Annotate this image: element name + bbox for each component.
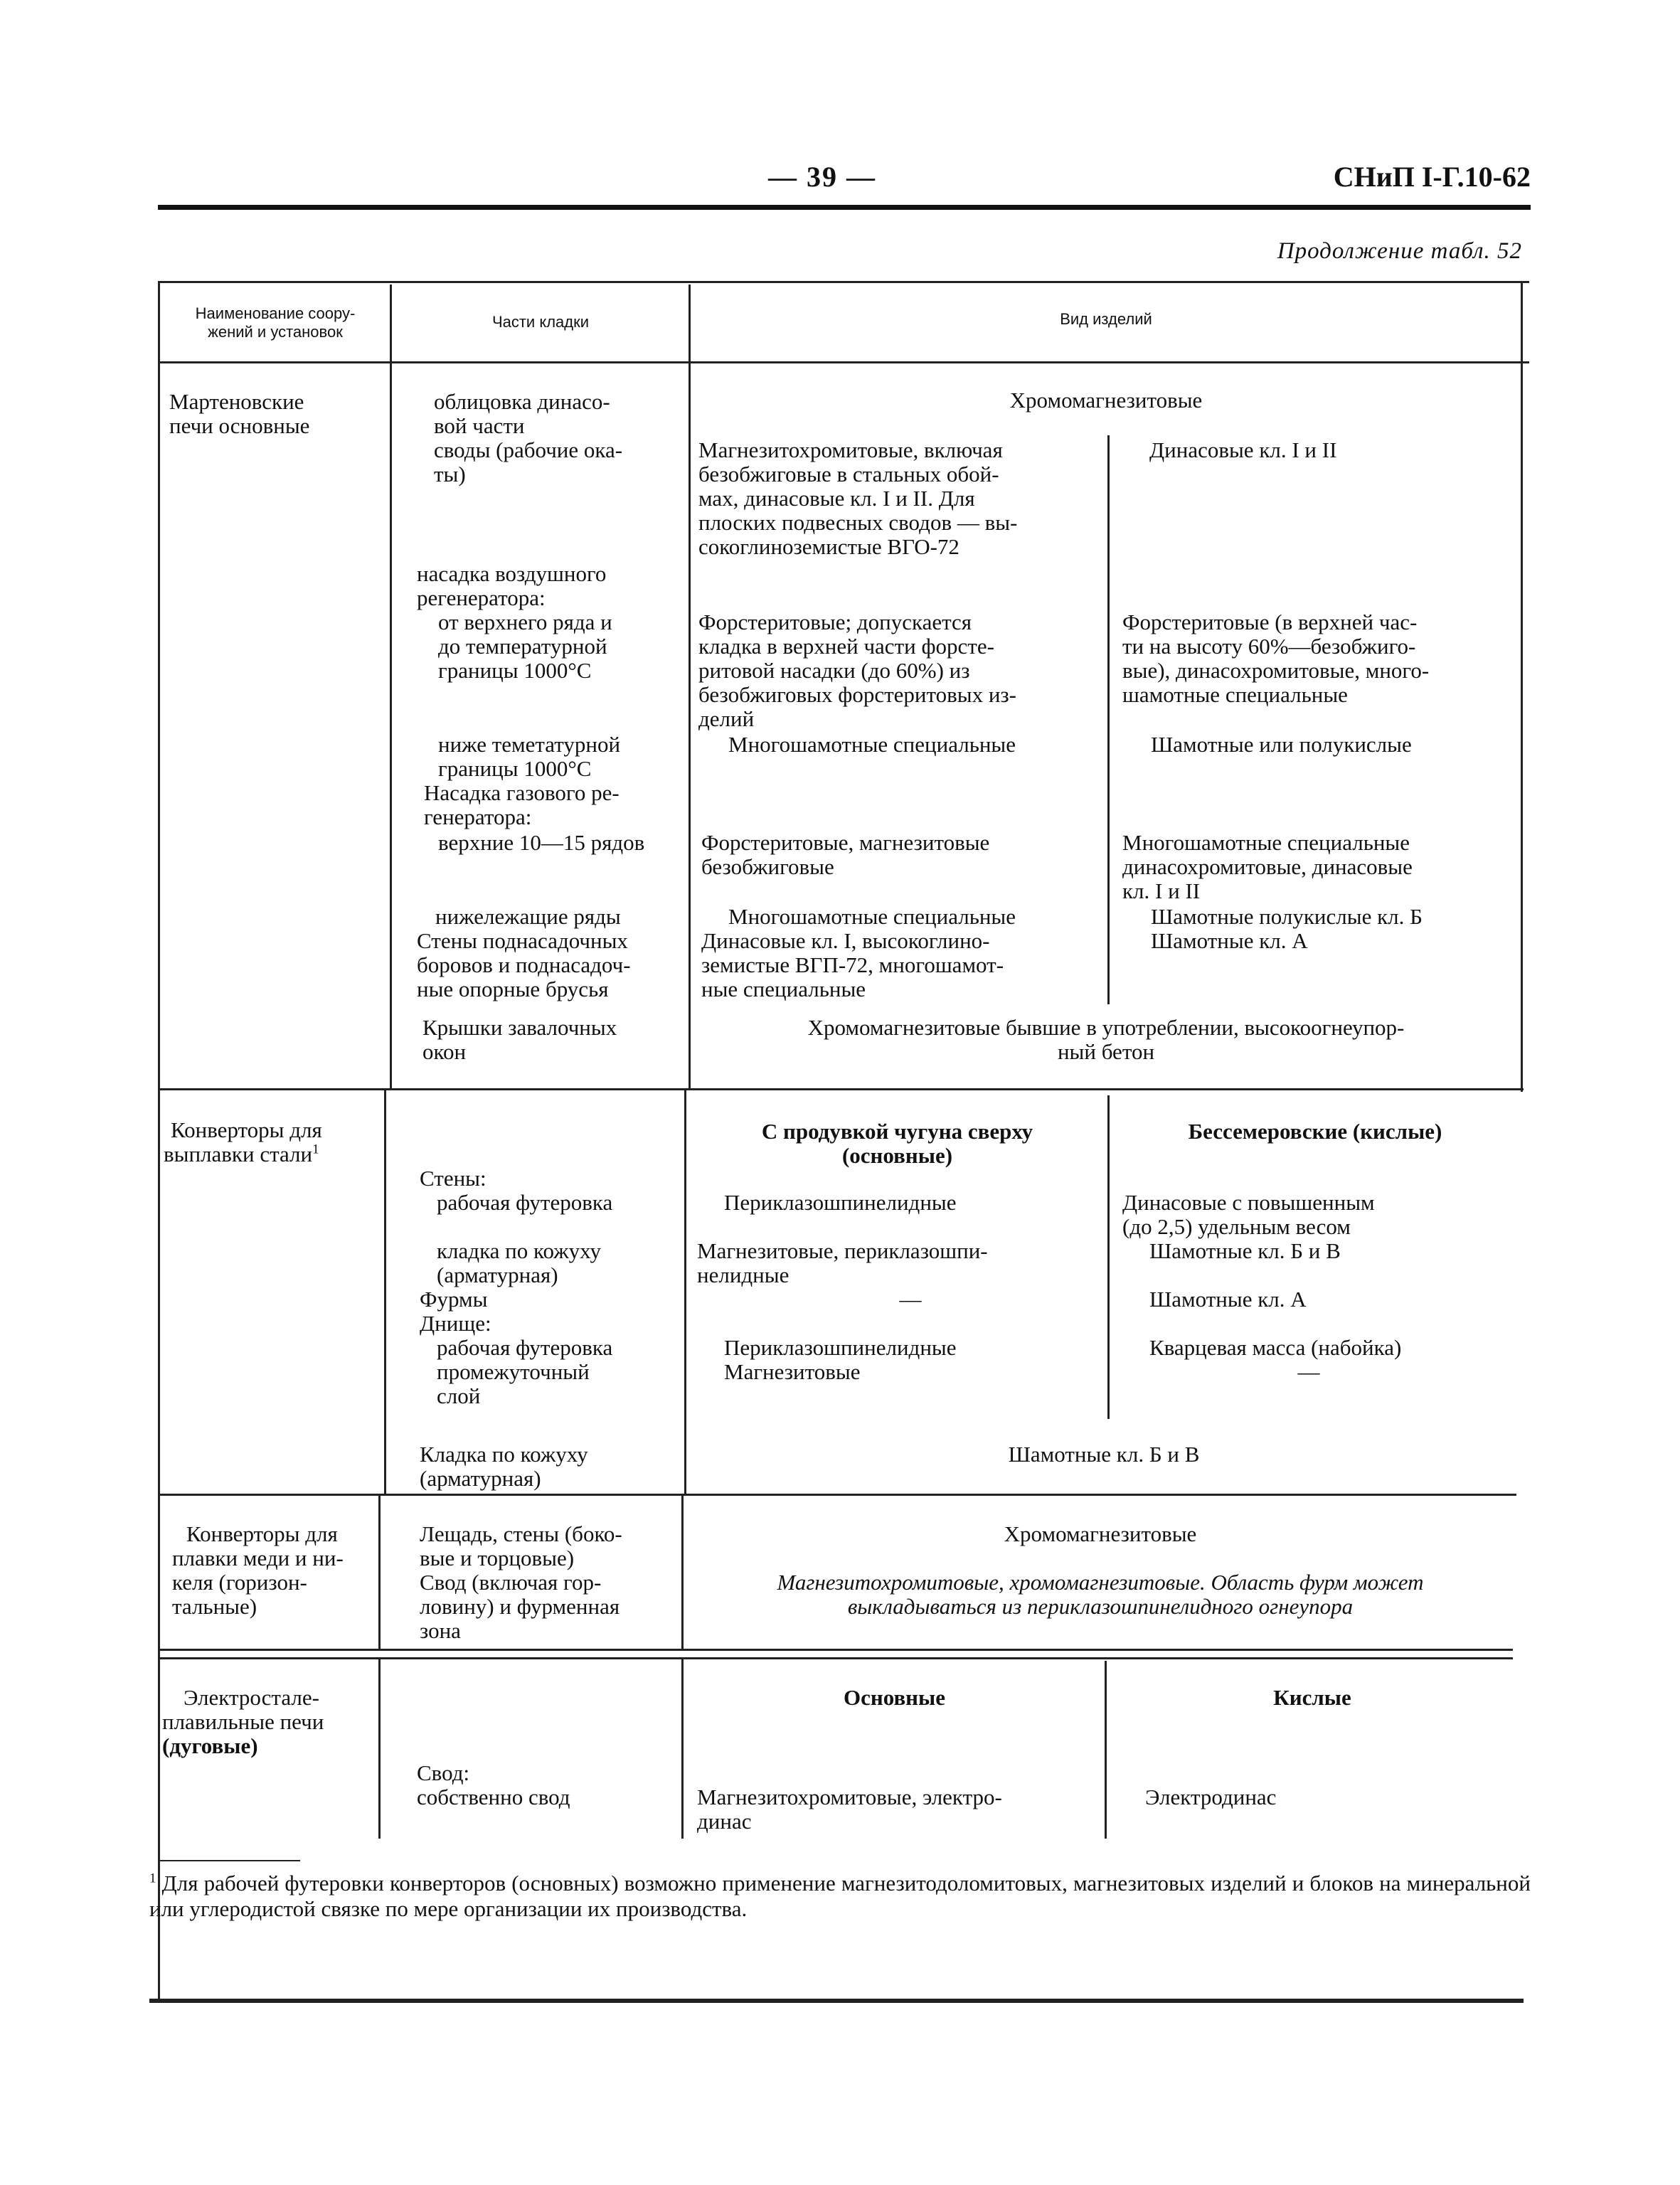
marten-part-9: Стены поднасадочных боровов и поднасадоч- ные опорные брусья: [417, 928, 631, 1001]
electric-part-2: собственно свод: [417, 1785, 570, 1809]
steel-right-4: Кварцевая масса (набойка): [1149, 1335, 1402, 1360]
steel-head-right: Бессемеровские (кислые): [1188, 1119, 1442, 1144]
marten-name-line-1: Мартеновские: [169, 389, 304, 414]
steel-right-3: Шамотные кл. А: [1149, 1287, 1307, 1312]
marten-left-4: Форстеритовые, магнезитовые безобжиговые: [701, 830, 990, 879]
electric-name-line-1: Электростале-: [184, 1685, 319, 1710]
electric-right: Электродинас: [1145, 1785, 1277, 1809]
subcol-divider-marten: [1107, 435, 1110, 1004]
marten-part-10: Крышки завалочных окон: [422, 1015, 617, 1064]
steel-part-4: Фурмы: [420, 1287, 488, 1312]
electric-head-right: Кислые: [1273, 1685, 1351, 1710]
copper-spanning-top: Хромомагнезитовые: [1004, 1521, 1197, 1546]
steel-name-text: выплавки стали: [164, 1142, 313, 1166]
steel-spanning-bottom: Шамотные кл. Б и В: [1008, 1442, 1200, 1467]
marten-part-1: облицовка динасо- вой части: [434, 389, 610, 438]
steel-part-2: рабочая футеровка: [437, 1190, 613, 1215]
copper-name-line-4: тальные): [172, 1594, 257, 1619]
table-continuation-label: Продолжение табл. 52: [1277, 238, 1522, 264]
copper-part-2: Свод (включая гор- ловину) и фурменная зона: [420, 1570, 620, 1643]
copper-name-line-3: келя (горизон-: [172, 1570, 307, 1595]
table-top-rule: [158, 281, 1529, 283]
marten-part-6: Насадка газового ре- генератора:: [424, 780, 620, 829]
marten-part-7: верхние 10—15 рядов: [438, 830, 645, 855]
marten-left-5: Многошамотные специальные: [728, 904, 1016, 929]
steel-left-4: Периклазошпинелидные Магнезитовые: [724, 1335, 957, 1384]
copper-name-line-2: плавки меди и ни-: [172, 1546, 344, 1570]
marten-name-line-2: печи основные: [169, 413, 310, 438]
col1-divider-b: [384, 1088, 386, 1494]
footnote-mark: 1: [312, 1142, 319, 1157]
section-rule-3: [158, 1649, 1513, 1651]
steel-part-1: Стены:: [420, 1166, 487, 1191]
electric-name-line-3: (дуговые): [162, 1733, 258, 1758]
footnote-rule: [158, 1860, 300, 1861]
header-rule: [158, 205, 1531, 210]
page-number: — 39 —: [768, 161, 876, 193]
electric-name-line-2: плавильные печи: [162, 1709, 324, 1734]
steel-head-left: С продувкой чугуна сверху (основные): [761, 1119, 1033, 1168]
header-col-parts: Части кладки: [491, 313, 590, 331]
steel-left-1: Периклазошпинелидные: [724, 1190, 957, 1215]
marten-right-5: Шамотные полукислые кл. Б: [1151, 904, 1423, 929]
steel-left-3: —: [899, 1287, 922, 1312]
footnote: [149, 1871, 1531, 1922]
col2-divider-d: [681, 1657, 684, 1839]
marten-right-6: Шамотные кл. А: [1151, 928, 1308, 953]
steel-part-3: кладка по кожуху (арматурная): [437, 1238, 601, 1287]
header-col-structure: [161, 304, 390, 341]
header-col-structure-line-1: Наименование соору-: [195, 304, 356, 322]
col2-divider-a: [689, 285, 691, 1088]
marten-spanning-top: Хромомагнезитовые: [1009, 388, 1203, 413]
table-left-border: [158, 281, 160, 2002]
marten-left-6: Динасовые кл. I, высокоглино- земистые ВГП-72, многошамот- ные специальные: [701, 928, 1004, 1001]
document-code: СНиП I-Г.10-62: [1333, 161, 1531, 193]
marten-part-3: насадка воздушного регенератора:: [417, 561, 607, 610]
col2-divider-c: [681, 1494, 684, 1650]
section-rule-1: [158, 1088, 1524, 1090]
steel-left-2: Магнезитовые, периклазошпи- нелидные: [697, 1238, 988, 1287]
steel-name-line-2: [164, 1142, 319, 1166]
marten-left-1: Магнезитохромитовые, включая безобжиговые в стальных обой- мах, динасовые кл. I и II. Для плоских подвесных сводов — вы- сокоглиноземистые ВГО-72: [698, 437, 1018, 559]
col1-divider-d: [378, 1657, 381, 1839]
section-rule-2: [158, 1494, 1516, 1496]
electric-left: Магнезитохромитовые, электро- динас: [697, 1785, 1002, 1834]
copper-part-1: Лещадь, стены (боко- вые и торцовые): [420, 1521, 622, 1570]
steel-right-2: Шамотные кл. Б и В: [1149, 1238, 1341, 1263]
header-col-structure-line-2: жений и установок: [208, 323, 343, 341]
steel-name-line-1: Конверторы для: [171, 1117, 322, 1142]
table-header-rule: [158, 361, 1529, 363]
marten-part-2: своды (рабочие ока- ты): [434, 437, 623, 487]
table-right-border: [1521, 281, 1523, 1092]
electric-head-left: Основные: [843, 1685, 946, 1710]
marten-right-4: Многошамотные специальные динасохромитовые, динасовые кл. I и II: [1122, 830, 1413, 903]
steel-part-5: Днище:: [420, 1311, 491, 1336]
subcol-divider-converters: [1107, 1095, 1110, 1419]
copper-spanning-text: Магнезитохромитовые, хромомагнезитовые. Область фурм может выкладываться из периклазошпинелидного огнеупора: [777, 1570, 1424, 1619]
footnote-text: Для рабочей футеровки конверторов (основных) возможно применение магнезитодоломитовых, магнезитовых изделий и блоков на минеральной или углеродистой связке по мере организации их производства.: [149, 1871, 1531, 1921]
marten-right-1: Динасовые кл. I и II: [1149, 437, 1337, 462]
col1-divider-c: [378, 1494, 381, 1650]
steel-part-6: рабочая футеровка промежуточный слой: [437, 1335, 613, 1408]
marten-right-2: Форстеритовые (в верхней час- ти на высоту 60%—безобжиго- вые), динасохромитовые, много- шамотные специальные: [1122, 610, 1430, 707]
marten-part-5: ниже теметатурной границы 1000°С: [438, 732, 621, 781]
table-bottom-rule: [149, 1999, 1524, 2003]
steel-part-7: Кладка по кожуху (арматурная): [420, 1442, 588, 1491]
electric-part-1: Свод:: [417, 1760, 470, 1785]
copper-name-line-1: Конверторы для: [186, 1521, 338, 1546]
col1-divider-a: [390, 285, 392, 1088]
marten-right-3: Шамотные или полукислые: [1151, 732, 1412, 757]
marten-spanning-bottom: Хромомагнезитовые бывшие в употреблении, высокоогнеупор- ный бетон: [807, 1015, 1405, 1064]
footnote-number: 1: [149, 1871, 156, 1886]
marten-part-8: нижележащие ряды: [435, 904, 621, 929]
header-col-products: Вид изделий: [1060, 310, 1152, 328]
col2-divider-b: [684, 1088, 686, 1494]
marten-left-3: Многошамотные специальные: [728, 732, 1016, 757]
steel-right-1: Динасовые с повышенным (до 2,5) удельным весом: [1122, 1190, 1375, 1239]
marten-part-4: от верхнего ряда и до температурной границы 1000°С: [438, 610, 612, 683]
marten-left-2: Форстеритовые; допускается кладка в верхней части форсте- ритовой насадки (до 60%) из безобжиговых форстеритовых из- делий: [698, 610, 1016, 731]
steel-right-5: —: [1297, 1359, 1320, 1384]
section-rule-4: [158, 1657, 1513, 1659]
